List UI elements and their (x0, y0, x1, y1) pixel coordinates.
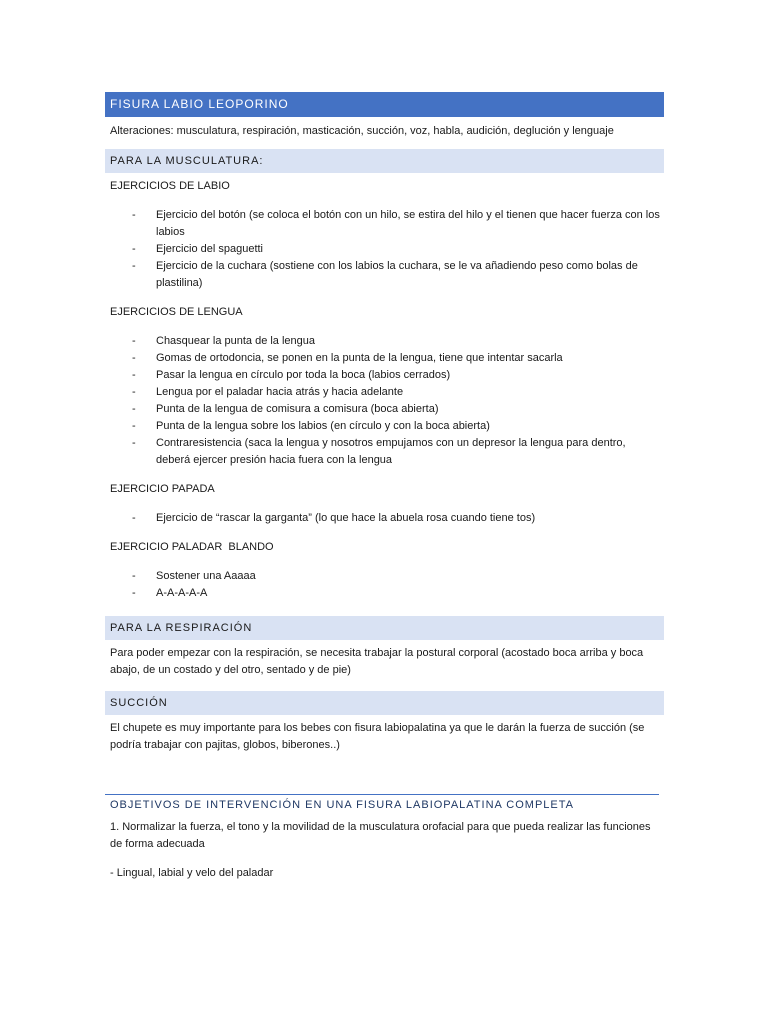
subheading-lengua: EJERCICIOS DE LENGUA (110, 306, 243, 318)
list-papada (105, 510, 664, 527)
list-paladar (105, 568, 664, 602)
dash-marker: - (132, 570, 136, 582)
section-heading-succion: SUCCIÓN (105, 691, 664, 715)
dash-marker: - (132, 386, 136, 398)
list-item: - Sostener una Aaaaa (105, 568, 664, 585)
objetivos-item-2: - Lingual, labial y velo del paladar (110, 867, 274, 879)
section-heading-objetivos: OBJETIVOS DE INTERVENCIÓN EN UNA FISURA LABIOPALATINA COMPLETA (105, 794, 659, 811)
subheading-papada: EJERCICIO PAPADA (110, 483, 215, 495)
section-heading-musculatura: PARA LA MUSCULATURA: (105, 149, 664, 173)
dash-marker: - (132, 243, 136, 255)
document-page (105, 92, 664, 882)
dash-marker: - (132, 420, 136, 432)
subheading-paladar: EJERCICIO PALADAR BLANDO (110, 541, 274, 553)
dash-marker: - (132, 437, 136, 449)
section-heading-respiracion: PARA LA RESPIRACIÓN (105, 616, 664, 640)
list-item: - Chasquear la punta de la lengua (105, 333, 664, 350)
list-item: - Lengua por el paladar hacia atrás y hacia adelante (105, 384, 664, 401)
objetivos-item-1: 1. Normalizar la fuerza, el tono y la movilidad de la musculatura orofacial para que pueda realizar las funciones de forma adecuada (110, 821, 651, 850)
document-title: FISURA LABIO LEOPORINO (105, 92, 664, 117)
dash-marker: - (132, 352, 136, 364)
dash-marker: - (132, 209, 136, 221)
list-item: - Ejercicio del spaguetti (105, 241, 664, 258)
dash-marker: - (132, 403, 136, 415)
list-item: - Ejercicio de la cuchara (sostiene con los labios la cuchara, se le va añadiendo peso como bolas de plastilina) (132, 260, 638, 289)
succion-text: El chupete es muy importante para los bebes con fisura labiopalatina ya que le darán la fuerza de succión (se podría trabajar con pajitas, globos, biberones..) (110, 722, 645, 751)
list-item: - Ejercicio de “rascar la garganta” (lo que hace la abuela rosa cuando tiene tos) (105, 510, 664, 527)
dash-marker: - (132, 369, 136, 381)
list-item: - A-A-A-A-A (105, 585, 664, 602)
dash-marker: - (132, 260, 136, 272)
list-item: - Pasar la lengua en círculo por toda la boca (labios cerrados) (105, 367, 664, 384)
list-item: - Ejercicio del botón (se coloca el botón con un hilo, se estira del hilo y el tienen que hacer fuerza con los labios (132, 209, 660, 238)
list-item: - Gomas de ortodoncia, se ponen en la punta de la lengua, tiene que intentar sacarla (105, 350, 664, 367)
subheading-labio: EJERCICIOS DE LABIO (110, 180, 230, 192)
respiracion-text: Para poder empezar con la respiración, se necesita trabajar la postural corporal (acostado boca arriba y boca abajo, de un costado y del otro, sentado y de pie) (110, 647, 644, 676)
dash-marker: - (132, 512, 136, 524)
dash-marker: - (132, 587, 136, 599)
list-labio (105, 207, 664, 292)
dash-marker: - (132, 335, 136, 347)
list-item: - Punta de la lengua sobre los labios (en círculo y con la boca abierta) (105, 418, 664, 435)
list-item: - Contraresistencia (saca la lengua y nosotros empujamos con un depresor la lengua para dentro, deberá ejercer presión hacia fuera con la lengua (132, 437, 626, 466)
list-item: - Punta de la lengua de comisura a comisura (boca abierta) (105, 401, 664, 418)
intro-text: Alteraciones: musculatura, respiración, masticación, succión, voz, habla, audición, deglución y lenguaje (110, 125, 614, 137)
list-lengua (105, 333, 664, 469)
